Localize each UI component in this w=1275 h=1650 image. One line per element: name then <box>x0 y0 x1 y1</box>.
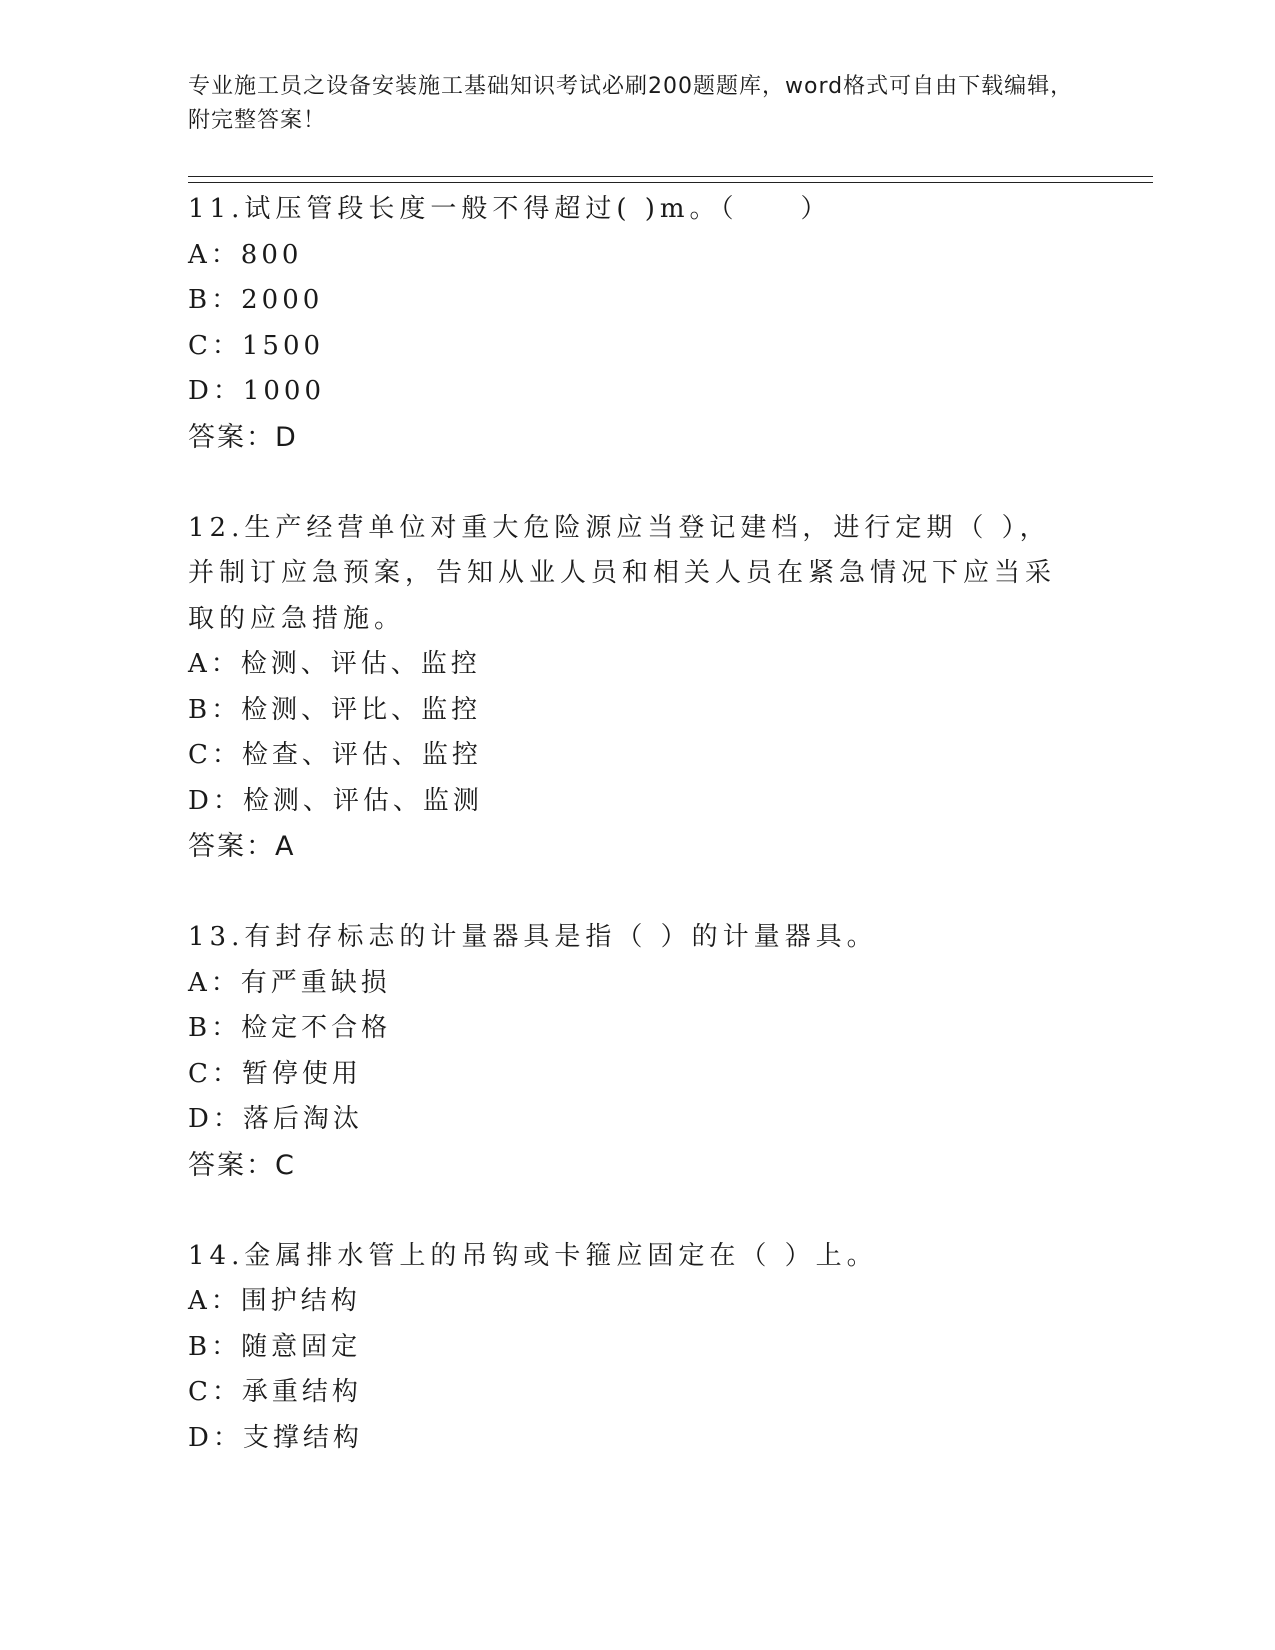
header-divider-bottom <box>188 182 1153 183</box>
question-spacer <box>188 460 1078 506</box>
question-11 <box>188 187 1078 460</box>
document-title: 专业施工员之设备安装施工基础知识考试必刷200题题库，word格式可自由下载编辑，附完整答案！ <box>188 74 1074 133</box>
option-a: A：800 <box>188 239 303 270</box>
option-d: D：1000 <box>188 376 326 406</box>
option-b: B：检定不合格 <box>188 1013 392 1043</box>
answer-key: 答案：D <box>188 421 298 453</box>
question-list <box>188 187 1078 1461</box>
option-c: C：1500 <box>188 330 325 361</box>
question-spacer <box>188 1188 1078 1234</box>
document-header <box>188 70 1088 138</box>
option-b: B：随意固定 <box>188 1331 362 1362</box>
option-a: A：有严重缺损 <box>188 967 391 998</box>
answer-key: 答案：C <box>188 1149 296 1181</box>
option-a: A：检测、评估、监控 <box>188 649 481 679</box>
answer-key: 答案：A <box>188 831 296 862</box>
header-divider-top <box>188 176 1153 177</box>
option-b: B：检测、评比、监控 <box>188 694 482 725</box>
option-b: B：2000 <box>188 285 324 315</box>
question-stem: 14.金属排水管上的吊钩或卡箍应固定在（ ）上。 <box>188 1240 878 1271</box>
question-stem: 12.生产经营单位对重大危险源应当登记建档，进行定期（ ），并制订应急预案，告知从业人员和相关人员在紧急情况下应当采取的应急措施。 <box>188 512 1057 634</box>
question-spacer <box>188 870 1078 916</box>
option-d: D：落后淘汰 <box>188 1104 363 1134</box>
question-12 <box>188 506 1078 870</box>
option-c: C：承重结构 <box>188 1377 362 1407</box>
option-a: A：围护结构 <box>188 1286 361 1316</box>
question-stem: 13.有封存标志的计量器具是指（ ）的计量器具。 <box>188 922 878 952</box>
option-d: D：检测、评估、监测 <box>188 785 483 816</box>
question-14 <box>188 1234 1078 1462</box>
option-c: C：检查、评估、监控 <box>188 740 482 770</box>
option-d: D：支撑结构 <box>188 1422 363 1453</box>
question-stem: 11.试压管段长度一般不得超过( )m。（ ） <box>188 194 832 224</box>
question-13 <box>188 915 1078 1188</box>
option-c: C：暂停使用 <box>188 1058 362 1089</box>
